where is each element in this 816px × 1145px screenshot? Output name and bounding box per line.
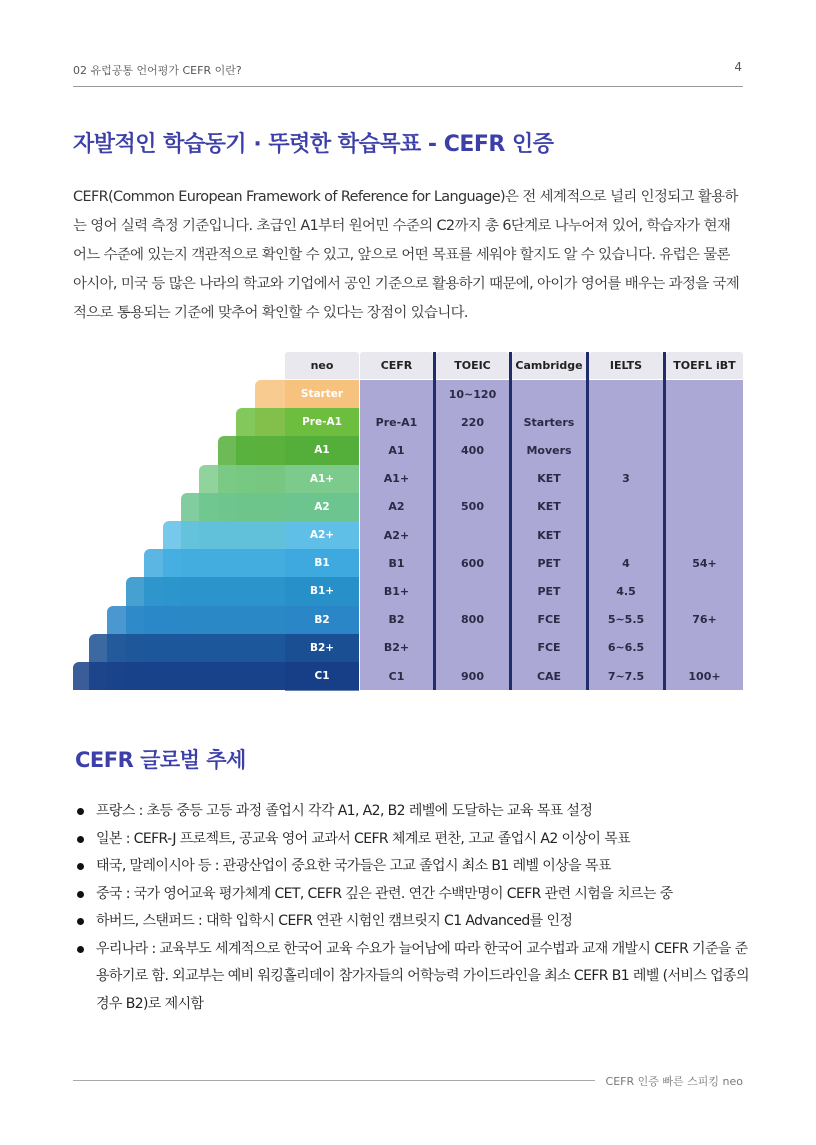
table-cell-ielts: 5~5.5	[607, 613, 645, 627]
table-cell-cambridge: FCE	[537, 613, 561, 627]
column-header: Cambridge	[512, 352, 586, 379]
trends-list	[75, 798, 750, 1018]
table-cell-cambridge: FCE	[537, 641, 561, 655]
table-cell-cambridge: KET	[537, 500, 561, 514]
table-cell-cefr: B1	[388, 556, 405, 570]
table-cell-toeic: 400	[461, 443, 484, 457]
table-cell-toefl: 76+	[692, 613, 717, 627]
neo-level-cell: B2	[285, 606, 359, 635]
column-header: TOEFL iBT	[666, 352, 743, 379]
table-cell-cefr: A2	[388, 500, 405, 514]
table-cell-toefl: 100+	[688, 669, 721, 683]
table-cell-toeic: 600	[461, 556, 484, 570]
column-header: TOEIC	[436, 352, 509, 379]
table-cell-toeic: 500	[461, 500, 484, 514]
header-divider	[73, 86, 743, 87]
neo-level-cell: Starter	[285, 380, 359, 409]
neo-level-cell: C1	[285, 662, 359, 691]
column-header: neo	[285, 352, 359, 379]
table-cell-ielts: 7~7.5	[607, 669, 645, 683]
level-step-bar	[73, 662, 285, 690]
table-cell-toeic: 900	[461, 669, 484, 683]
table-cell-cambridge: KET	[537, 472, 561, 486]
table-cell-cambridge: KET	[537, 528, 561, 542]
column-header: IELTS	[589, 352, 663, 379]
table-cell-cefr: A1	[388, 443, 405, 457]
table-cell-toeic: 220	[461, 415, 484, 429]
table-cell-cefr: B1+	[383, 584, 410, 598]
neo-level-cell: Pre-A1	[285, 408, 359, 437]
table-cell-toeic: 800	[461, 613, 484, 627]
table-cell-cambridge: Movers	[526, 443, 572, 457]
table-cell-ielts: 4.5	[616, 584, 636, 598]
trend-item-korea: 우리나라 : 교육부도 세계적으로 한국어 교육 수요가 늘어남에 따라 한국어 교수법과 교재 개발시 CEFR 기준을 준용하기로 함. 외교부는 예비 워킹홀리데이 참가자들의 어학능력 가이드라인을 최소 CEFR B1 레벨 (서비스 업종의 경우 B2)로 제시함	[75, 936, 750, 1019]
table-cell-toefl: 54+	[692, 556, 717, 570]
neo-level-cell: A2+	[285, 521, 359, 550]
trend-item-china: 중국 : 국가 영어교육 평가체계 CET, CEFR 깊은 관련. 연간 수백만명이 CEFR 관련 시험을 치르는 중	[75, 881, 750, 909]
trend-item-france: 프랑스 : 초등 중등 고등 과정 졸업시 각각 A1, A2, B2 레벨에 도달하는 교육 목표 설정	[75, 798, 750, 826]
neo-level-cell: B2+	[285, 634, 359, 663]
table-cell-ielts: 3	[622, 472, 630, 486]
page-number: 4	[734, 60, 742, 74]
neo-level-cell: B1	[285, 549, 359, 578]
intro-paragraph: CEFR(Common European Framework of Reference for Language)은 전 세계적으로 널리 인정되고 활용하는 영어 실력 측정 기준입니다. 초급인 A1부터 원어민 수준의 C2까지 총 6단계로 나누어져 있어, 학습자가 현재 어느 수준에 있는지 객관적으로 확인할 수 있고, 앞으로 어떤 목표를 세워야 할지도 알 수 있습니다. 유럽은 물론 아시아, 미국 등 많은 나라의 학교와 기업에서 공인 기준으로 활용하기 때문에, 아이가 영어를 배우는 과정을 국제적으로 통용되는 기준에 맞추어 확인할 수 있다는 장점이 있습니다.	[73, 189, 740, 321]
column-divider	[663, 352, 666, 690]
footer-divider	[73, 1080, 595, 1081]
table-cell-cefr: C1	[388, 669, 405, 683]
table-cell-cambridge: Starters	[523, 415, 575, 429]
column-header: CEFR	[360, 352, 433, 379]
cefr-level-comparison-table	[73, 352, 743, 692]
table-cell-ielts: 4	[622, 556, 630, 570]
page-title: 자발적인 학습동기 · 뚜렷한 학습목표 - CEFR 인증	[73, 132, 554, 157]
trend-item-harvard-stanford: 하버드, 스탠퍼드 : 대학 입학시 CEFR 연관 시험인 캠브릿지 C1 Advanced를 인정	[75, 908, 750, 936]
footer-text: CEFR 인증 빠른 스피킹 neo	[605, 1075, 743, 1088]
table-cell-cambridge: CAE	[536, 669, 562, 683]
trend-item-thailand-malaysia: 태국, 말레이시아 등 : 관광산업이 중요한 국가들은 고교 졸업시 최소 B1 레벨 이상을 목표	[75, 853, 750, 881]
header-section-title: 02 유럽공통 언어평가 CEFR 이란?	[73, 64, 242, 77]
neo-level-cell: A1+	[285, 465, 359, 494]
table-cell-toeic: 10~120	[448, 387, 497, 401]
table-cell-cefr: A1+	[383, 472, 410, 486]
table-cell-cambridge: PET	[537, 584, 561, 598]
table-cell-ielts: 6~6.5	[607, 641, 645, 655]
table-cell-cefr: Pre-A1	[375, 415, 418, 429]
table-cell-cefr: B2+	[383, 641, 410, 655]
table-cell-cefr: B2	[388, 613, 405, 627]
trends-section-title: CEFR 글로벌 추세	[75, 748, 246, 772]
neo-level-cell: B1+	[285, 577, 359, 606]
table-cell-cefr: A2+	[383, 528, 410, 542]
trend-item-japan: 일본 : CEFR-J 프로젝트, 공교육 영어 교과서 CEFR 체계로 편찬, 고교 졸업시 A2 이상이 목표	[75, 826, 750, 854]
neo-level-cell: A1	[285, 436, 359, 465]
neo-level-cell: A2	[285, 493, 359, 522]
table-cell-cambridge: PET	[537, 556, 561, 570]
